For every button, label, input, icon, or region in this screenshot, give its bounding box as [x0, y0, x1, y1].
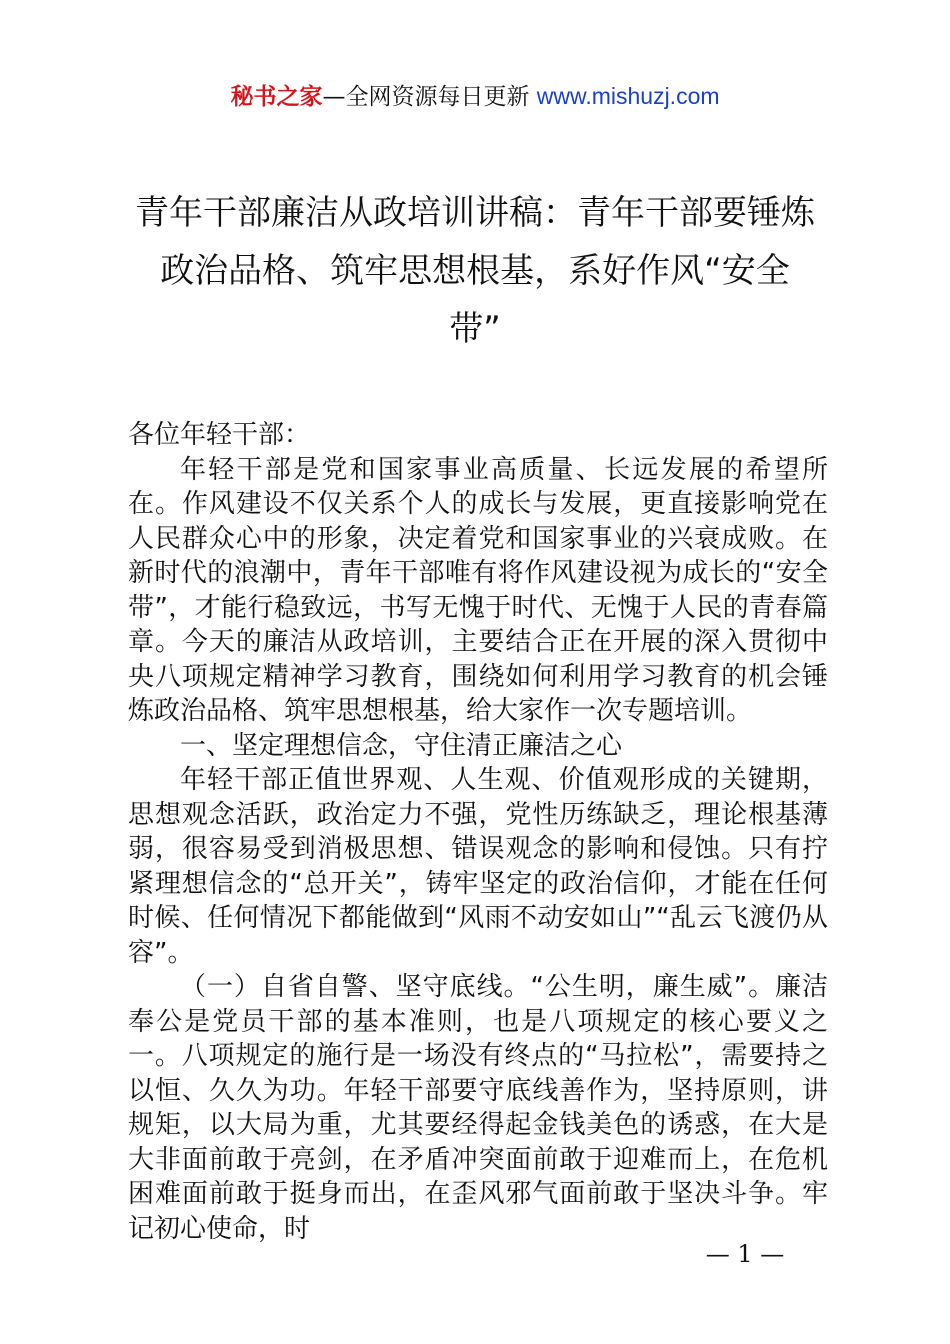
- body-paragraph: 年轻干部是党和国家事业高质量、长远发展的希望所在。作风建设不仅关系个人的成长与发展，更直接影响党在人民群众心中的形象，决定着党和国家事业的兴衰成败。在新时代的浪潮中，青年干部唯有将作风建设视为成长的“安全带”，才能行稳致远，书写无愧于时代、无愧于人民的青春篇章。今天的廉洁从政培训，主要结合正在开展的深入贯彻中央八项规定精神学习教育，围绕如何利用学习教育的机会锤炼政治品格、筑牢思想根基，给大家作一次专题培训。: [128, 454, 828, 726]
- section-heading: 一、坚定理想信念，守住清正廉洁之心: [180, 730, 623, 761]
- page-number: — 1 —: [705, 1240, 785, 1268]
- site-url-link[interactable]: www.mishuzj.com: [536, 83, 720, 109]
- salutation: 各位年轻干部：: [128, 420, 311, 450]
- body-paragraph: 年轻干部正值世界观、人生观、价值观形成的关键期，思想观念活跃，政治定力不强，党性历练缺乏，理论根基薄弱，很容易受到消极思想、错误观念的影响和侵蚀。只有拧紧理想信念的“总开关”，铸牢坚定的政治信仰，才能在任何时候、任何情况下都能做到“风雨不动安如山”“乱云飞渡仍从容”。: [128, 765, 828, 968]
- header-tagline: —全网资源每日更新: [322, 84, 537, 110]
- title-line: 青年干部廉洁从政培训讲稿：青年干部要锤炼: [135, 193, 815, 233]
- brand-name: 秘书之家: [230, 84, 323, 110]
- title-line: 带”: [449, 309, 501, 349]
- body-paragraph: （一）自省自警、坚守底线。“公生明，廉生威”。廉洁奉公是党员干部的基本准则，也是八项规定的核心要义之一。八项规定的施行是一场没有终点的“马拉松”，需要持之以恒、久久为功。年轻干部要守底线善作为，坚持原则，讲规矩，以大局为重，尤其要经得起金钱美色的诱惑，在大是大非面前敢于亮剑，在矛盾冲突面前敢于迎难而上，在危机困难面前敢于挺身而出，在歪风邪气面前敢于坚决斗争。牢记初心使命，时: [128, 972, 828, 1244]
- site-header: [0, 80, 950, 113]
- document-title: [112, 184, 838, 358]
- document-body: [128, 418, 828, 1246]
- title-line: 政治品格、筑牢思想根基，系好作风“安全: [160, 251, 790, 291]
